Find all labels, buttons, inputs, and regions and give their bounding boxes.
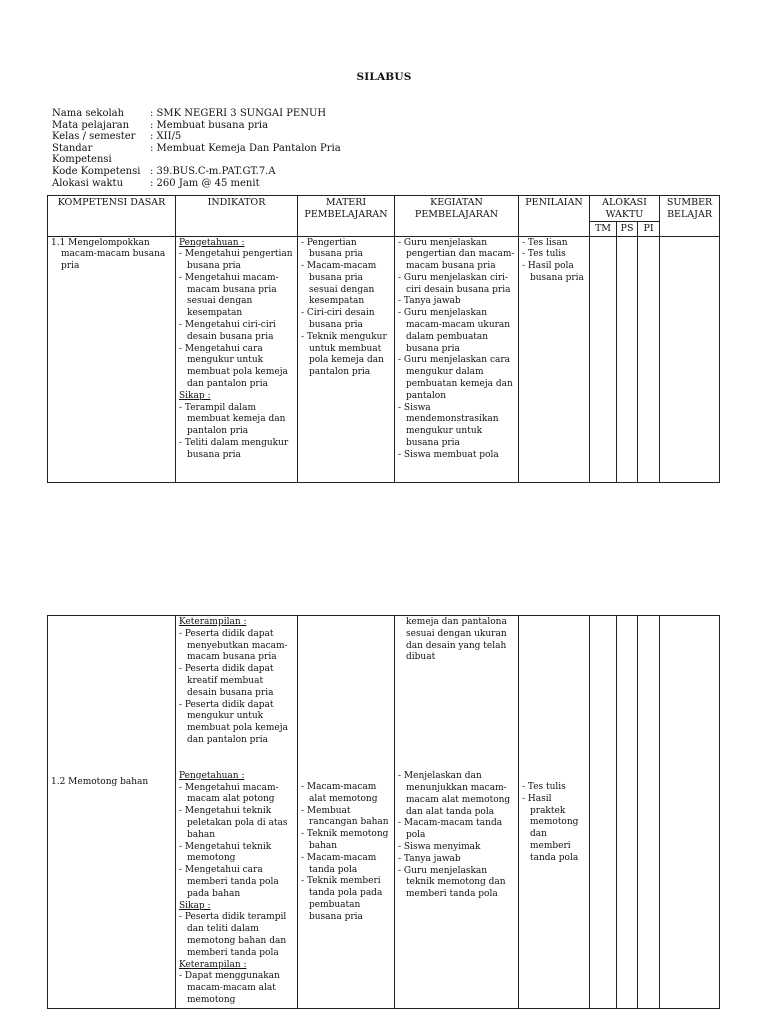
kd-number: 1.1 Mengelompokkan [51,237,150,248]
list-item: - Dapat menggunakan macam-macam alat memotong [179,971,280,1005]
indikator-cell [176,236,298,482]
list-item: - Peserta didik dapat mengukur untuk membuat pola kemeja dan pantalon pria [179,699,288,745]
syllabus-table-2-wrap [47,615,721,1024]
header-indikator: INDIKATOR [176,196,298,237]
list-item: - Macam-macam busana pria sesuai dengan kesempatan [301,261,377,307]
keterampilan-heading: Keterampilan : [179,959,247,970]
info-value: : Membuat busana pria [150,119,269,131]
sumber-cell [660,236,720,482]
info-row [52,131,341,143]
list-item: - Pengertian busana pria [301,237,363,260]
list-item: - Siswa menyimak [398,841,481,852]
kd-cell [48,236,176,482]
sumber-cell [660,616,720,1009]
pengetahuan-heading: Pengetahuan : [179,770,245,781]
school-info [52,108,341,189]
info-label: Kode Kompetensi [52,165,141,177]
list-item: - Guru menjelaskan pengertian dan macam-macam busana pria [398,237,515,272]
ps-cell [617,616,638,1009]
list-item: - Guru menjelaskan teknik memotong dan memberi tanda pola [398,865,506,900]
kegiatan-cell [395,616,519,1009]
list-item: - Hasil praktek memotong dan memberi tanda pola [522,793,579,863]
info-label: Mata pelajaran [52,119,130,131]
ps-cell [617,236,638,482]
list-item: - Peserta didik dapat kreatif membuat desain busana pria [179,664,274,698]
penilaian-cell [519,616,590,1009]
list-item: - Teknik mengukur untuk membuat pola kemeja dan pantalon pria [301,331,387,378]
list-item: - Guru menjelaskan cara mengukur dalam pembuatan kemeja dan pantalon [398,355,513,401]
info-row [52,178,341,190]
table-row [48,616,720,1009]
sikap-heading: Sikap : [179,390,211,401]
list-item: - Tanya jawab [398,853,461,864]
header-kompetensi: KOMPETENSI DASAR [48,196,176,237]
pi-cell [638,236,660,482]
tm-cell [590,236,617,482]
header-materi: MATERI PEMBELAJARAN [298,196,395,237]
list-item: - Mengetahui ciri-ciri desain busana pria [179,320,276,342]
list-item: - Hasil pola busana pria [522,261,584,283]
list-item: - Tes tulis [522,249,566,260]
info-row [52,166,341,178]
pengetahuan-heading: Pengetahuan : [179,237,245,248]
pi-cell [638,616,660,1009]
list-item: - Tes lisan [522,237,568,248]
info-row [52,143,341,166]
table-row [48,236,720,482]
info-value: : 260 Jam @ 45 menit [150,177,260,189]
list-item: - Tes tulis [522,782,566,792]
kegiatan-cell [395,236,519,482]
list-item: - Mengetahui macam-macam busana pria sesuai dengan kesempatan [179,272,279,319]
header-row [48,196,720,222]
list-item: - Teknik memberi tanda pola pada pembuatan busana pria [301,876,383,922]
header-sumber: SUMBER BELAJAR [660,196,720,237]
info-label: Nama sekolah [52,108,125,119]
page-title: SILABUS [356,71,412,83]
penilaian-cell [519,236,590,482]
list-item: - Guru menjelaskan macam-macam ukuran dalam pembuatan busana pria [398,308,511,354]
list-item: - Mengetahui pengertian busana pria [179,249,293,272]
list-item: - Terampil dalam membuat kemeja dan pantalon pria [179,402,286,437]
info-value: : 39.BUS.C-m.PAT.GT.7.A [150,165,276,177]
keterampilan-heading: Keterampilan : [179,617,247,627]
materi-cell [298,616,395,1009]
list-item: - Siswa mendemonstrasikan mengukur untuk busana pria [398,402,499,449]
list-item: - Membuat rancangan bahan [301,805,389,828]
syllabus-table-1 [47,195,720,483]
kd-text: macam-macam busana pria [61,249,166,272]
list-item: - Macam-macam alat memotong [301,782,378,804]
header-pi: PI [638,222,660,237]
header-penilaian: PENILAIAN [519,196,590,237]
kegiatan-continued: kemeja dan pantalona sesuai dengan ukuran dan desain yang telah dibuat [406,617,507,663]
info-label: Standar Kompetensi [52,142,112,166]
list-item: - Teknik memotong bahan [301,829,389,851]
list-item: - Teliti dalam mengukur busana pria [179,438,289,460]
list-item: - Menjelaskan dan menunjukkan macam-macam alat memotong dan alat tanda pola [398,771,511,817]
header-alokasi: ALOKASI WAKTU [590,196,660,222]
tm-cell [590,616,617,1009]
kd-cell [48,616,176,1009]
info-value: : Membuat Kemeja Dan Pantalon Pria [150,142,341,154]
list-item: - Tanya jawab [398,296,461,307]
info-row [52,108,341,120]
syllabus-table-2 [47,615,720,1009]
sikap-heading: Sikap : [179,900,211,911]
list-item: - Siswa membuat pola [398,449,499,460]
header-tm: TM [590,222,617,237]
info-row [52,120,341,132]
list-item: - Mengetahui macam-macam alat potong [179,782,279,805]
list-item: - Macam-macam tanda pola [398,818,503,841]
list-item: - Mengetahui teknik memotong [179,841,272,864]
list-item: - Ciri-ciri desain busana pria [301,308,375,331]
list-item: - Peserta didik terampil dan teliti dalam memotong bahan dan memberi tanda pola [179,912,287,958]
kd-text: 1.2 Memotong bahan [51,777,149,787]
list-item: - Peserta didik dapat menyebutkan macam-macam busana pria [179,628,288,663]
list-item: - Macam-macam tanda pola [301,852,377,875]
info-value: : XII/5 [150,131,182,143]
list-item: - Mengetahui cara memberi tanda pola pada bahan [179,865,279,899]
header-ps: PS [617,222,638,237]
list-item: - Mengetahui cara mengukur untuk membuat pola kemeja dan pantalon pria [179,343,288,390]
materi-cell [298,236,395,482]
list-item: - Mengetahui teknik peletakan pola di atas bahan [179,806,288,840]
info-value: : SMK NEGERI 3 SUNGAI PENUH [150,108,327,119]
header-kegiatan: KEGIATAN PEMBELAJARAN [395,196,519,237]
info-label: Kelas / semester [52,131,136,143]
list-item: - Guru menjelaskan ciri-ciri desain busana pria [398,272,511,295]
indikator-cell [176,616,298,1009]
info-label: Alokasi waktu [52,177,124,189]
